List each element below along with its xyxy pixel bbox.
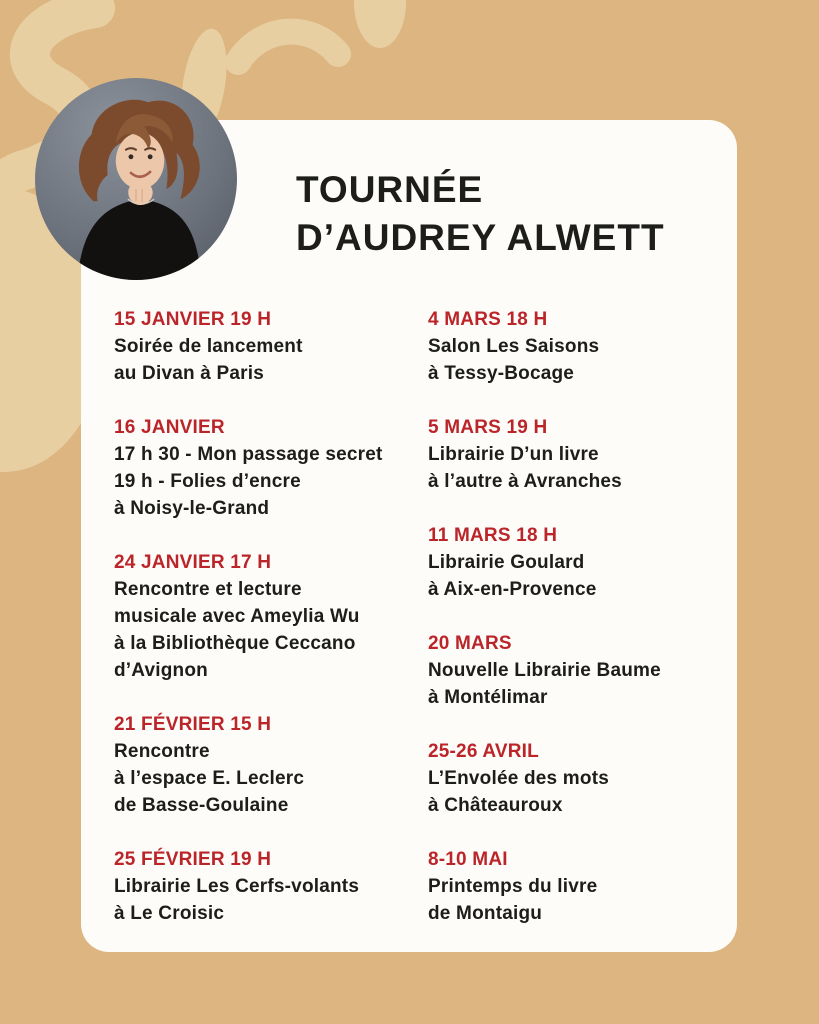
event-line: à la Bibliothèque Ceccano [114,633,356,654]
event-line: L’Envolée des mots [428,768,609,789]
event-line: Salon Les Saisons [428,336,600,357]
tour-event [114,306,428,387]
event-date: 11 MARS 18 H [428,525,558,546]
schedule-column-right [428,306,728,954]
poster-title-line2: D’AUDREY ALWETT [296,217,665,258]
tour-event [428,414,728,495]
event-line: d’Avignon [114,660,208,681]
event-date: 4 MARS 18 H [428,309,548,330]
event-line: à Tessy-Bocage [428,363,575,384]
event-line: Librairie Les Cerfs-volants [114,876,360,897]
event-date: 24 JANVIER 17 H [114,552,272,573]
tour-event [428,522,728,603]
event-line: Rencontre et lecture [114,579,302,600]
event-line: de Basse-Goulaine [114,795,289,816]
tour-event [428,738,728,819]
tour-event [428,306,728,387]
event-line: Rencontre [114,741,210,762]
poster-title [296,166,665,262]
event-line: à Montélimar [428,687,548,708]
event-line: Soirée de lancement [114,336,303,357]
event-date: 5 MARS 19 H [428,417,548,438]
portrait-illustration [35,78,237,280]
event-line: à Noisy-le-Grand [114,498,270,519]
event-line: 19 h - Folies d’encre [114,471,301,492]
event-date: 21 FÉVRIER 15 H [114,714,272,735]
event-line: de Montaigu [428,903,543,924]
event-line: Librairie D’un livre [428,444,599,465]
author-photo [35,78,237,280]
event-date: 16 JANVIER [114,417,225,438]
tour-event [428,630,728,711]
event-line: au Divan à Paris [114,363,264,384]
event-line: musicale avec Ameylia Wu [114,606,360,627]
event-line: à l’espace E. Leclerc [114,768,305,789]
event-line: 17 h 30 - Mon passage secret [114,444,383,465]
event-date: 8-10 MAI [428,849,508,870]
tour-event [114,711,428,819]
event-date: 25 FÉVRIER 19 H [114,849,272,870]
event-date: 20 MARS [428,633,512,654]
tour-event [428,846,728,927]
event-line: Librairie Goulard [428,552,585,573]
poster-title-line1: TOURNÉE [296,169,484,210]
event-line: Nouvelle Librairie Baume [428,660,661,681]
tour-event [114,414,428,522]
tour-event [114,846,428,927]
schedule-columns [114,306,728,954]
event-line: à Le Croisic [114,903,225,924]
event-line: à Châteauroux [428,795,563,816]
event-line: à Aix-en-Provence [428,579,597,600]
event-date: 15 JANVIER 19 H [114,309,272,330]
schedule-column-left [114,306,428,954]
tour-event [114,549,428,684]
event-date: 25-26 AVRIL [428,741,539,762]
event-line: à l’autre à Avranches [428,471,622,492]
event-line: Printemps du livre [428,876,598,897]
